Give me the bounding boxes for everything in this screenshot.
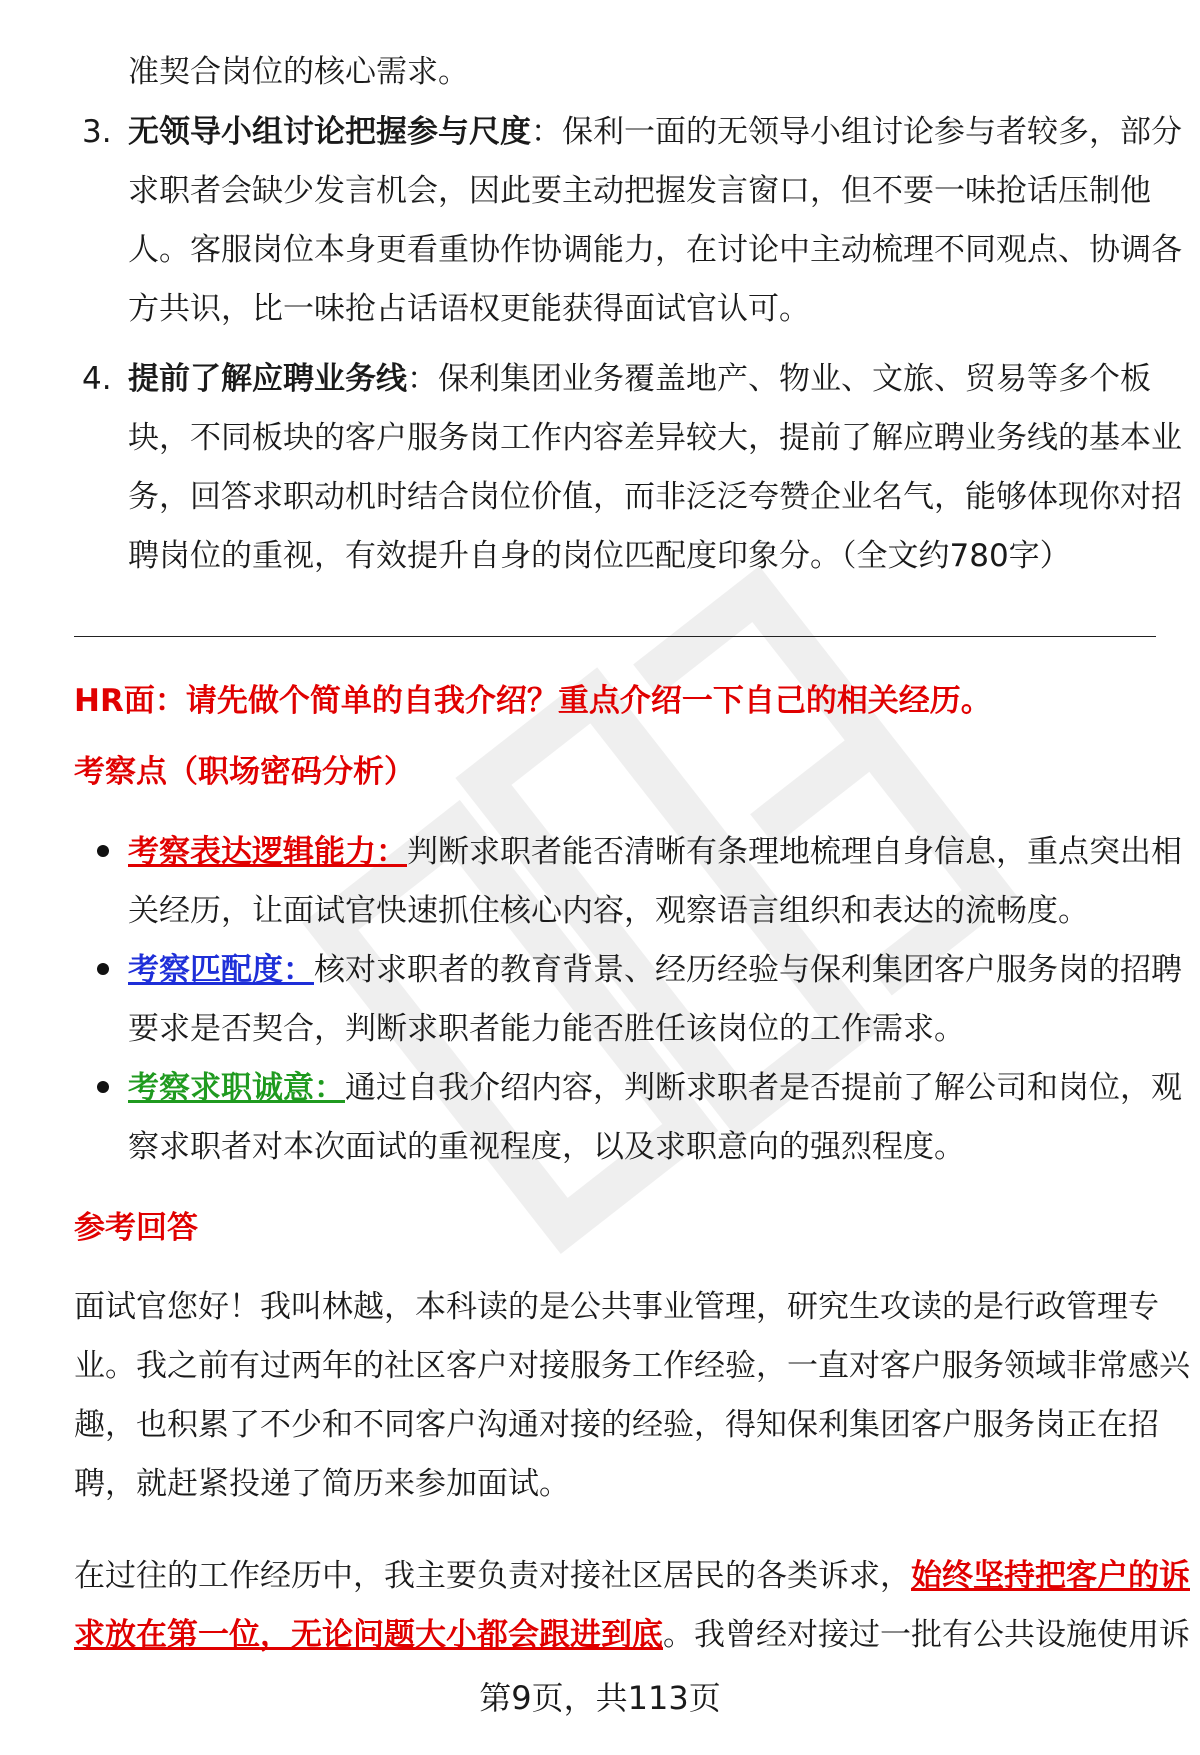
answer-p1-line-3: 趣，也积累了不少和不同客户沟通对接的经验，得知保利集团客户服务岗正在招 [74,1407,1159,1443]
point-2-text: 核对求职者的教育背景、经历经验与保利集团客户服务岗的招聘 [314,952,1182,988]
answer-p1-line-2: 业。我之前有过两年的社区客户对接服务工作经验，一直对客户服务领域非常感兴 [74,1348,1190,1384]
list-item-3-text: ：保利一面的无领导小组讨论参与者较多，部分 [531,114,1182,150]
point-3-text: 通过自我介绍内容，判断求职者是否提前了解公司和岗位，观 [345,1070,1182,1106]
answer-heading: 参考回答 [74,1210,198,1246]
answer-p2-text: 。我曾经对接过一批有公共设施使用诉 [663,1617,1190,1653]
answer-p2-line-1 [74,1556,1190,1596]
point-1-text: 判断求职者能否清晰有条理地梳理自身信息，重点突出相 [407,834,1182,870]
bullet-icon [97,963,109,975]
page-footer: 第9页，共113页 [479,1679,721,1717]
list-item-3-line-3: 人。客服岗位本身更看重协作协调能力，在讨论中主动梳理不同观点、协调各 [128,232,1182,268]
list-item-3-line-1 [128,112,1182,152]
point-2-label: 考察匹配度： [128,952,314,988]
answer-p1-line-1: 面试官您好！我叫林越，本科读的是公共事业管理，研究生攻读的是行政管理专 [74,1289,1159,1325]
interview-question: HR面：请先做个简单的自我介绍？重点介绍一下自己的相关经历。 [74,683,992,719]
list-item-3-line-4: 方共识，比一味抢占话语权更能获得面试官认可。 [128,291,810,327]
list-number-3: 3. [82,114,112,150]
point-3-line-1 [128,1068,1182,1108]
bullet-icon [97,845,109,857]
answer-p2-emphasis: 始终坚持把客户的诉 [911,1558,1190,1594]
analysis-heading: 考察点（职场密码分析） [74,754,415,790]
list-item-4-line-4: 聘岗位的重视，有效提升自身的岗位匹配度印象分。（全文约780字） [128,538,1071,574]
point-3-label: 考察求职诚意： [128,1070,345,1106]
list-item-4-line-1 [128,359,1151,399]
answer-p2-line-2 [74,1615,1190,1655]
answer-p1-line-4: 聘，就赶紧投递了简历来参加面试。 [74,1466,570,1502]
point-1-line-2: 关经历，让面试官快速抓住核心内容，观察语言组织和表达的流畅度。 [128,893,1089,929]
point-2-line-1 [128,950,1182,990]
point-3-line-2: 察求职者对本次面试的重视程度，以及求职意向的强烈程度。 [128,1129,965,1165]
point-1-line-1 [128,832,1182,872]
list-item-4-line-3: 务，回答求职动机时结合岗位价值，而非泛泛夸赞企业名气，能够体现你对招 [128,479,1182,515]
point-1-label: 考察表达逻辑能力： [128,834,407,870]
point-2-line-2: 要求是否契合，判断求职者能力能否胜任该岗位的工作需求。 [128,1011,965,1047]
list-item-4-title: 提前了解应聘业务线 [128,361,407,397]
answer-p2-emphasis: 求放在第一位，无论问题大小都会跟进到底 [74,1617,663,1653]
bullet-icon [97,1081,109,1093]
section-divider [74,636,1156,637]
list-item-2-tail: 准契合岗位的核心需求。 [128,54,469,90]
list-item-3-line-2: 求职者会缺少发言机会，因此要主动把握发言窗口，但不要一味抢话压制他 [128,173,1151,209]
answer-p2-text: 在过往的工作经历中，我主要负责对接社区居民的各类诉求， [74,1558,911,1594]
list-number-4: 4. [82,361,112,397]
list-item-4-text: ：保利集团业务覆盖地产、物业、文旅、贸易等多个板 [407,361,1151,397]
list-item-3-title: 无领导小组讨论把握参与尺度 [128,114,531,150]
list-item-4-line-2: 块，不同板块的客户服务岗工作内容差异较大，提前了解应聘业务线的基本业 [128,420,1182,456]
